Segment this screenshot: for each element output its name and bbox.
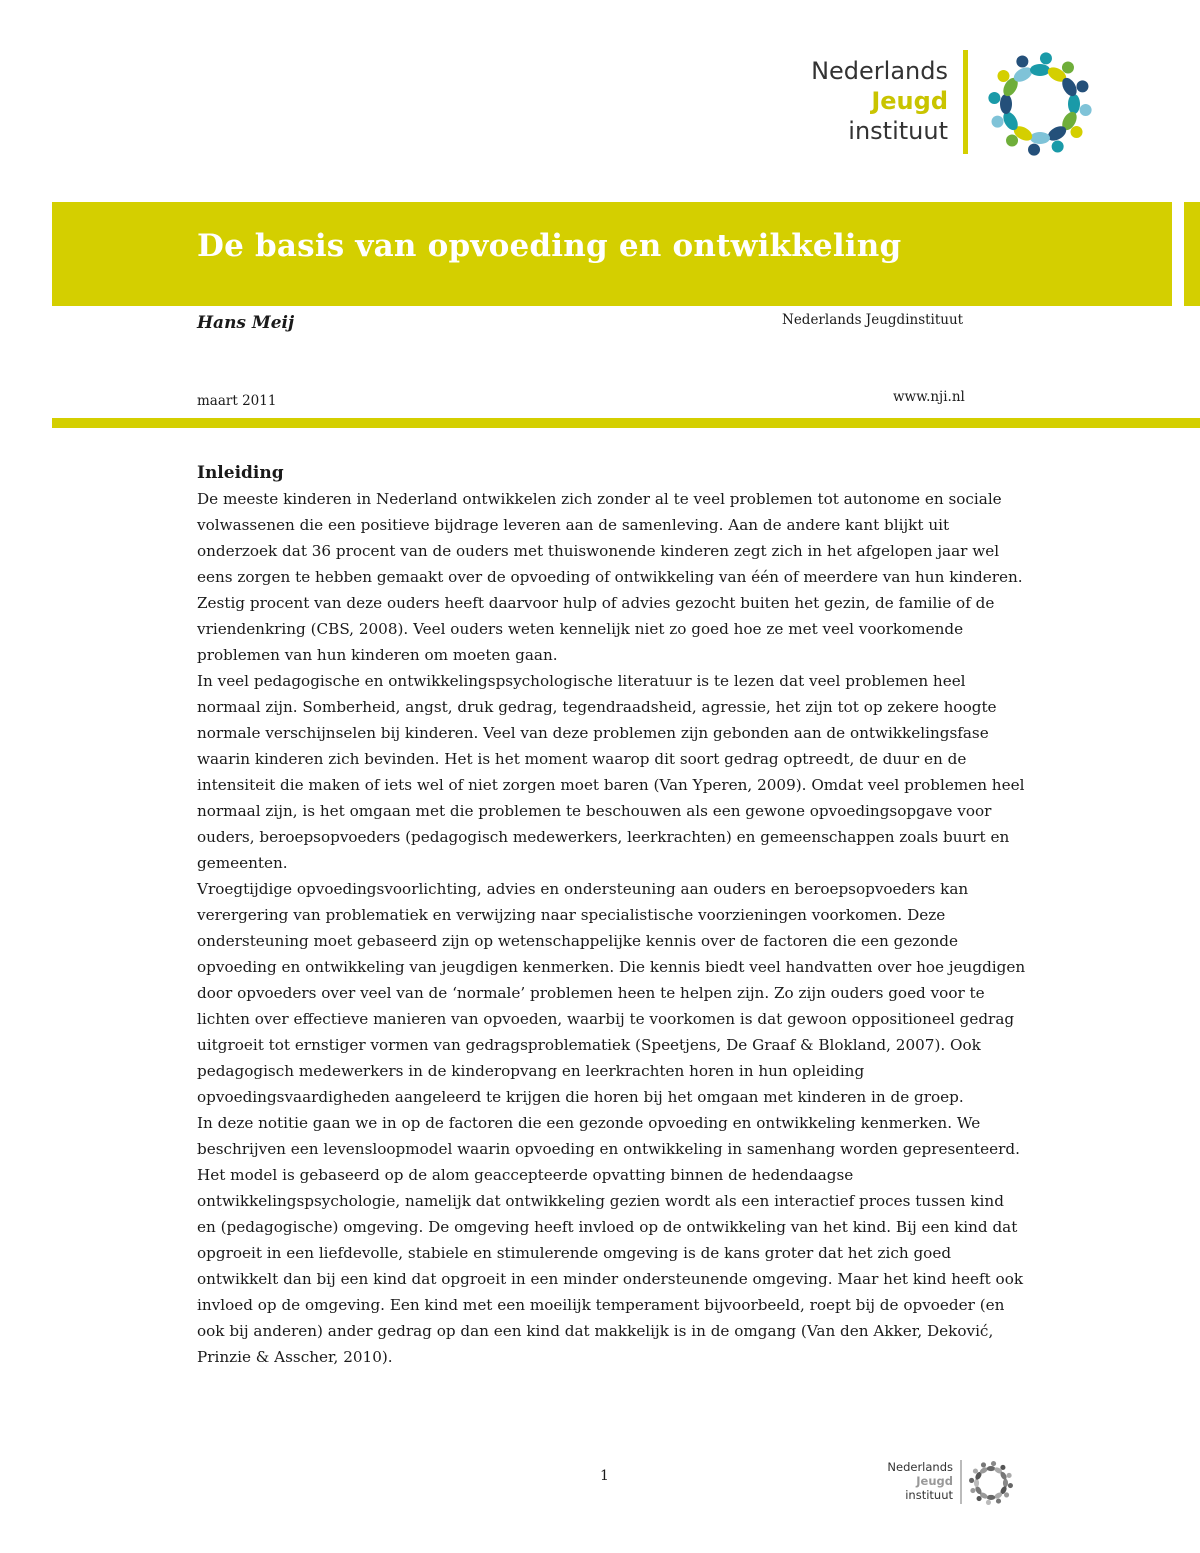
footer-logo-line-jeugd: Jeugd (916, 1474, 953, 1488)
organization-name: Nederlands Jeugdinstituut (782, 312, 964, 328)
body-content (197, 460, 1027, 1370)
logo-figure-head (973, 1469, 978, 1474)
logo-figure-head (1006, 135, 1018, 147)
publication-date: maart 2011 (197, 393, 277, 409)
page-number: 1 (600, 1468, 609, 1484)
logo-figure-body (974, 1479, 979, 1488)
logo-figure-body (1068, 94, 1080, 114)
logo-figure-head (1004, 1492, 1009, 1497)
logo-figure-head (992, 116, 1004, 128)
paragraph: Vroegtijdige opvoedingsvoorlichting, advies en ondersteuning aan ouders en beroepsopvoeders kan verergering van problematiek en verwijzing naar specialistische voorzieningen voorkomen. Deze ondersteuning moet gebaseerd zijn op wetenschappelijke kennis over de factoren die een gezonde opvoeding en ontwikkeling van jeugdigen kenmerken. Die kennis biedt veel handvatten over hoe jeugdigen door opvoeders over veel van de ‘normale’ problemen heen te helpen zijn. Zo zijn ouders goed voor te lichten over effectieve manieren van opvoeden, waarbij te voorkomen is dat gewoon oppositioneel gedrag uitgroeit tot ernstiger vormen van gedragsproblematiek (Speetjens, De Graaf & Blokland, 2007). Ook pedagogisch medewerkers in de kinderopvang en leerkrachten horen in hun opleiding opvoedingsvaardigheden aangeleerd te krijgen die horen bij het omgaan met kinderen in de groep. (197, 880, 1026, 1106)
logo-divider (963, 50, 968, 154)
document-title: De basis van opvoeding en ontwikkeling (197, 228, 902, 264)
logo-figure-head (1071, 126, 1083, 138)
title-band-edge (1184, 202, 1200, 306)
logo-figure-head (1040, 52, 1052, 64)
logo-figure-head (970, 1488, 975, 1493)
footer-logo-ring-icon (968, 1460, 1014, 1506)
logo-people-ring-icon (986, 50, 1094, 158)
logo-figure-body (1000, 94, 1012, 114)
logo-line-jeugd: Jeugd (871, 87, 948, 115)
logo-figure-head (996, 1499, 1001, 1504)
logo-line-instituut: instituut (848, 117, 948, 145)
logo-line-nederlands: Nederlands (811, 57, 948, 85)
logo-figure-body (1030, 132, 1050, 144)
logo-figure-head (1000, 1465, 1005, 1470)
footer-logo-line-nederlands: Nederlands (887, 1460, 953, 1474)
logo-figure-head (1016, 56, 1028, 68)
logo-figure-head (1076, 80, 1088, 92)
footer-logo-wordmark (868, 1460, 953, 1502)
logo-figure-head (1080, 104, 1092, 116)
logo-figure-head (1062, 61, 1074, 73)
footer-logo-divider (960, 1460, 962, 1504)
header-rule (52, 418, 1200, 428)
logo-figure-head (969, 1478, 974, 1483)
section-heading: Inleiding (197, 463, 284, 483)
logo-figure-head (997, 70, 1009, 82)
website-link[interactable]: www.nji.nl (893, 389, 965, 405)
nji-logo-top (808, 50, 1108, 158)
logo-figure-head (981, 1462, 986, 1467)
paragraph: In veel pedagogische en ontwikkelingspsychologische literatuur is te lezen dat veel problemen heel normaal zijn. Somberheid, angst, druk gedrag, tegendraadsheid, agressie, het zijn tot op zekere hoogte normale verschijnselen bij kinderen. Veel van deze problemen zijn gebonden aan de ontwikkelingsfase waarin kinderen zich bevinden. Het is het moment waarop dit soort gedrag optreedt, de duur en de intensiteit die maken of iets wel of niet zorgen moet baren (Van Yperen, 2009). Omdat veel problemen heel normaal zijn, is het omgaan met die problemen te beschouwen als een gewone opvoedingsopgave voor ouders, beroepsopvoeders (pedagogisch medewerkers, leerkrachten) en gemeenschappen zoals buurt en gemeenten. (197, 672, 1025, 872)
logo-figure-body (987, 1495, 996, 1500)
logo-figure-head (1052, 140, 1064, 152)
logo-figure-head (988, 92, 1000, 104)
logo-figure-body (987, 1466, 996, 1471)
footer-logo-line-instituut: instituut (905, 1488, 953, 1502)
logo-figure-body (1003, 1479, 1008, 1488)
logo-wordmark (808, 56, 948, 146)
nji-logo-footer (868, 1460, 1028, 1510)
logo-figure-head (1007, 1473, 1012, 1478)
logo-figure-head (1008, 1483, 1013, 1488)
logo-figure-body (1030, 64, 1050, 76)
paragraph: De meeste kinderen in Nederland ontwikkelen zich zonder al te veel problemen tot autonome en sociale volwassenen die een positieve bijdrage leveren aan de samenleving. Aan de andere kant blijkt uit onderzoek dat 36 procent van de ouders met thuiswonende kinderen zegt zich in het afgelopen jaar wel eens zorgen te hebben gemaakt over de opvoeding of ontwikkeling van één of meerdere van hun kinderen. Zestig procent van deze ouders heeft daarvoor hulp of advies gezocht buiten het gezin, de familie of de vriendenkring (CBS, 2008). Veel ouders weten kennelijk niet zo goed hoe ze met veel voorkomende problemen van hun kinderen om moeten gaan. (197, 490, 1023, 664)
logo-figure-head (977, 1496, 982, 1501)
logo-figure-head (986, 1500, 991, 1505)
logo-figure-head (1028, 144, 1040, 156)
logo-figure-head (991, 1461, 996, 1466)
author-name: Hans Meij (197, 313, 295, 333)
paragraph: In deze notitie gaan we in op de factoren die een gezonde opvoeding en ontwikkeling kenmerken. We beschrijven een levensloopmodel waarin opvoeding en ontwikkeling in samenhang worden gepresenteerd. Het model is gebaseerd op de alom geaccepteerde opvatting binnen de hedendaagse ontwikkelingspsychologie, namelijk dat ontwikkeling gezien wordt als een interactief proces tussen kind en (pedagogische) omgeving. De omgeving heeft invloed op de ontwikkeling van het kind. Bij een kind dat opgroeit in een liefdevolle, stabiele en stimulerende omgeving is de kans groter dat het zich goed ontwikkelt dan bij een kind dat opgroeit in een minder ondersteunende omgeving. Maar het kind heeft ook invloed op de omgeving. Een kind met een moeilijk temperament bijvoorbeeld, roept bij de opvoeder (en ook bij anderen) ander gedrag op dan een kind dat makkelijk is in de omgang (Van den Akker, Deković, Prinzie & Asscher, 2010). (197, 1114, 1024, 1366)
